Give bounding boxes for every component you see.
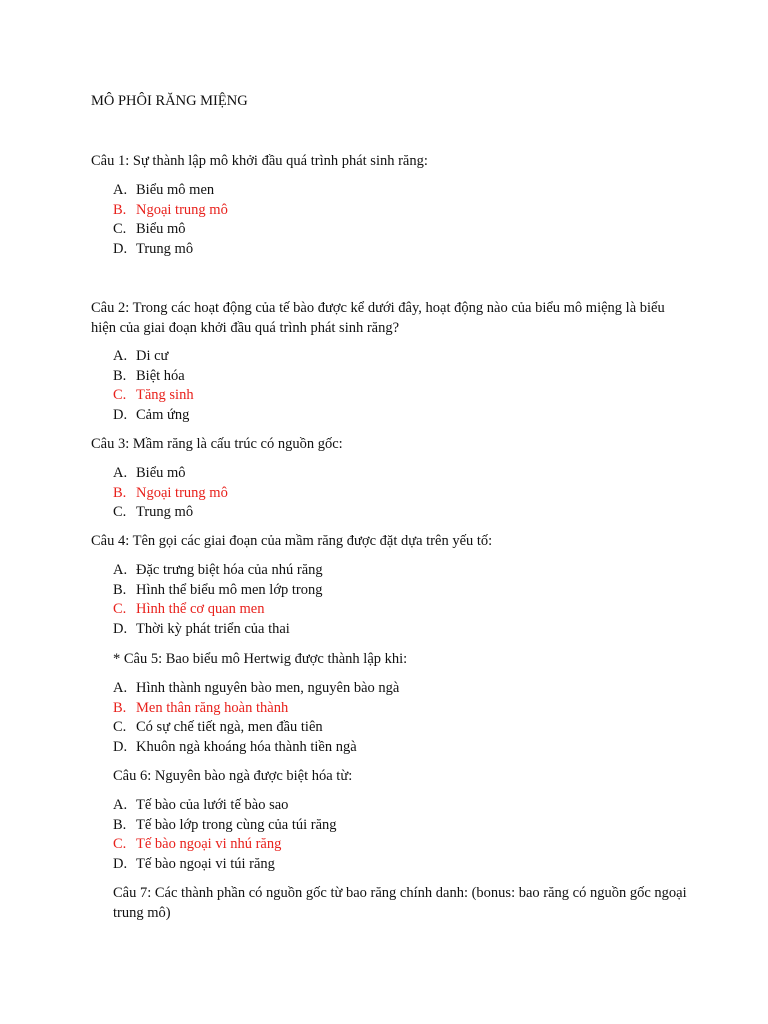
question-3: Câu 3: Mầm răng là cấu trúc có nguồn gốc: [91, 436, 343, 452]
option-6b: B. Tế bào lớp trong cùng của túi răng [113, 816, 337, 833]
question-1-options [113, 181, 228, 259]
option-5c: C. Có sự chế tiết ngà, men đầu tiên [113, 719, 323, 735]
option-3a: A. Biểu mô [113, 465, 186, 481]
option-4b: B. Hình thể biểu mô men lớp trong [113, 581, 323, 598]
question-6: Câu 6: Nguyên bào ngà được biệt hóa từ: [113, 768, 353, 784]
option-5d: D. Khuôn ngà khoáng hóa thành tiền ngà [113, 738, 357, 755]
option-4d: D. Thời kỳ phát triển của thai [113, 620, 290, 637]
question-2-options [113, 347, 194, 425]
question-1: Câu 1: Sự thành lập mô khởi đầu quá trình phát sinh răng: [91, 153, 428, 169]
option-3b-correct: B. Ngoại trung mô [113, 484, 228, 501]
option-1a: A. Biểu mô men [113, 182, 215, 198]
option-3c: C. Trung mô [113, 504, 194, 520]
question-4: Câu 4: Tên gọi các giai đoạn của mầm răng được đặt dựa trên yếu tố: [91, 533, 493, 549]
option-2d: D. Cảm ứng [113, 406, 190, 423]
option-2b: B. Biệt hóa [113, 367, 185, 384]
question-2: Câu 2: Trong các hoạt động của tế bào được kể dưới đây, hoạt động nào của biểu mô miệng là biểu hiện của giai đoạn khởi đầu quá trình phát sinh răng? [91, 300, 665, 336]
option-5a: A. Hình thành nguyên bào men, nguyên bào ngà [113, 680, 400, 696]
option-6c-correct: C. Tế bào ngoại vi nhú răng [113, 836, 282, 852]
option-4c-correct: C. Hình thể cơ quan men [113, 601, 265, 617]
option-6d: D. Tế bào ngoại vi túi răng [113, 855, 275, 872]
question-6-options [113, 796, 337, 874]
page-title: MÔ PHÔI RĂNG MIỆNG [91, 93, 248, 109]
option-1b-correct: B. Ngoại trung mô [113, 201, 228, 218]
option-5b-correct: B. Men thân răng hoàn thành [113, 699, 289, 716]
option-2a: A. Di cư [113, 348, 169, 364]
option-2c-correct: C. Tăng sinh [113, 387, 194, 403]
question-3-options [113, 464, 228, 523]
option-1d: D. Trung mô [113, 240, 194, 257]
option-6a: A. Tế bào của lưới tế bào sao [113, 797, 289, 813]
question-4-options [113, 561, 323, 639]
question-5: * Câu 5: Bao biểu mô Hertwig được thành lập khi: [113, 651, 408, 667]
question-5-options [113, 679, 399, 757]
option-4a: A. Đặc trưng biệt hóa của nhú răng [113, 562, 323, 578]
option-1c: C. Biểu mô [113, 221, 186, 237]
question-7: Câu 7: Các thành phần có nguồn gốc từ bao răng chính danh: (bonus: bao răng có nguồn gốc ngoại trung mô) [113, 885, 687, 921]
